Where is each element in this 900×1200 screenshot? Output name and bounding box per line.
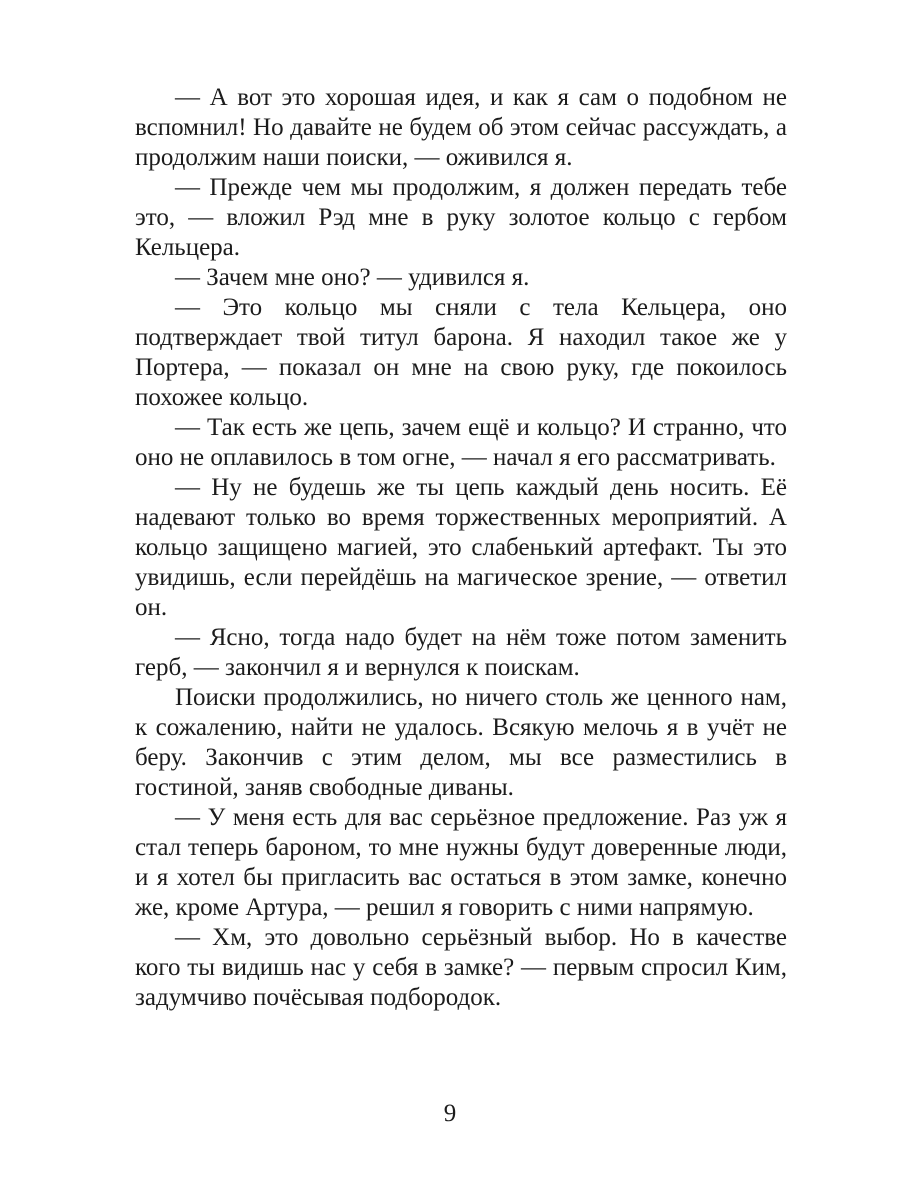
paragraph: — Так есть же цепь, зачем ещё и кольцо? И странно, что оно не оплавилось в том огне, — начал я его рассматривать. (135, 414, 787, 471)
paragraph: — Прежде чем мы продолжим, я должен передать тебе это, — вложил Рэд мне в руку золотое кольцо с гербом Кельцера. (135, 174, 787, 261)
paragraph: — У меня есть для вас серьёзное предложение. Раз уж я стал теперь бароном, то мне нужны будут доверенные люди, и я хотел бы пригласить вас остаться в этом замке, конечно же, кроме Артура, — решил я говорить с ними напрямую. (135, 804, 787, 921)
paragraph: — Ну не будешь же ты цепь каждый день носить. Её надевают только во время торжественных мероприятий. А кольцо защищено магией, это слабенький артефакт. Ты это увидишь, если перейдёшь на магическое зрение, — ответил он. (135, 474, 787, 621)
paragraph: — А вот это хорошая идея, и как я сам о подобном не вспомнил! Но давайте не будем об этом сейчас рассуждать, а продолжим наши поиски, — оживился я. (135, 84, 787, 171)
paragraph: — Зачем мне оно? — удивился я. (175, 264, 530, 291)
paragraph: — Ясно, тогда надо будет на нём тоже потом заменить герб, — закончил я и вернулся к поискам. (135, 624, 787, 681)
paragraph: Поиски продолжились, но ничего столь же ценного нам, к сожалению, найти не удалось. Всякую мелочь я в учёт не беру. Закончив с этим делом, мы все разместились в гостиной, заняв свободные диваны. (135, 684, 787, 801)
book-page-text (135, 83, 787, 1013)
paragraph: — Это кольцо мы сняли с тела Кельцера, оно подтверждает твой титул барона. Я находил такое же у Портера, — показал он мне на свою руку, где покоилось похожее кольцо. (135, 294, 787, 411)
page-number: 9 (443, 1100, 457, 1127)
paragraph: — Хм, это довольно серьёзный выбор. Но в качестве кого ты видишь нас у себя в замке? — первым спросил Ким, задумчиво почёсывая подбородок. (135, 924, 787, 1011)
